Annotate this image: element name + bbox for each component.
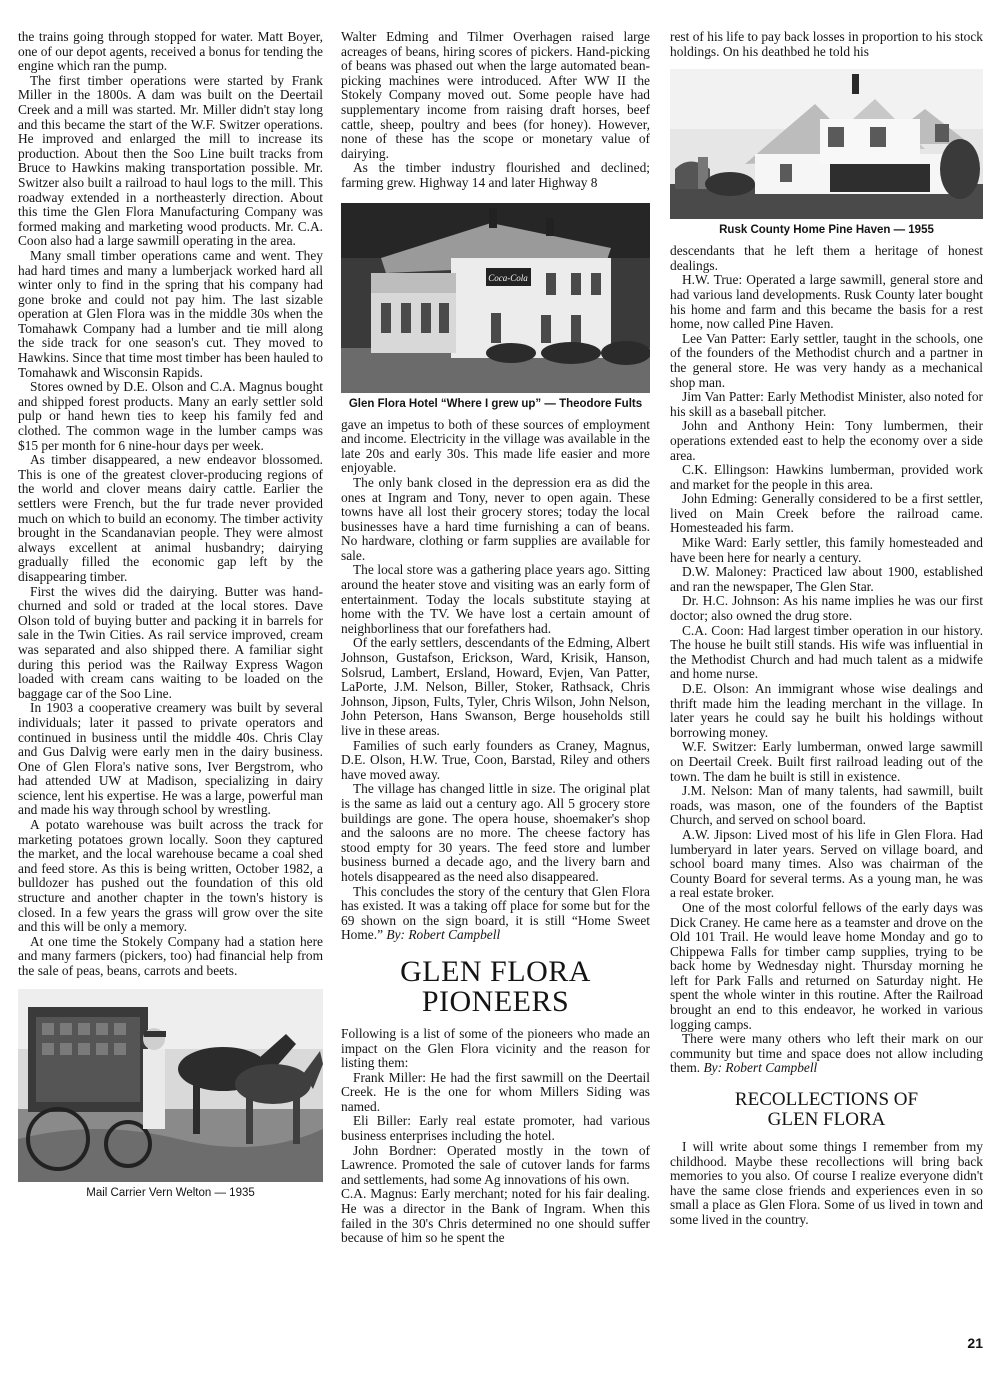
paragraph: As timber disappeared, a new endeavor blossomed. This is one of the greatest clover-producing regions of the world and clover means dairy cattle. Earlier the settlers were French, but the fur trade never provided much on which to build an economy. The timber activity brought in the Scandanavian people. They were almost always excellent at animal husbandry; dairying gradually filled the economic gap left by the disappearing timber. (18, 452, 323, 584)
byline: By: Robert Campbell (703, 1060, 818, 1076)
paragraph: A.W. Jipson: Lived most of his life in Glen Flora. Had lumberyard in later years. Served on village board, and school board many times. Also was chairman of the County Board for several terms. As a young man, he was a real estate broker. (670, 826, 983, 901)
paragraph: Dr. H.C. Johnson: As his name implies he was our first doctor; also owned the drug store. (670, 593, 983, 624)
heading-line: PIONEERS (421, 984, 570, 1018)
paragraph: Following is a list of some of the pioneers who made an impact on the Glen Flora vicinity and the reason for listing them: (341, 1025, 650, 1071)
paragraph (670, 1032, 983, 1076)
paragraph: C.K. Ellingson: Hawkins lumberman, provided work and market for the people in this area. (670, 462, 983, 492)
paragraph: Frank Miller: He had the first sawmill on the Deertail Creek. He is the one for whom Millers Siding was named. (341, 1069, 650, 1114)
paragraph: Stores owned by D.E. Olson and C.A. Magnus bought and shipped forest products. Many an early settler sold pulp or hand hewn ties to keep his family fed and clothed. The common wage in the lumber camps was $15 per month for 6 nine-hour days per week. (18, 379, 323, 453)
closing-text: This concludes the story of the century that Glen Flora has existed. It was a taking off place for some but for the 69 shown on the sign board, it is still “Home Sweet Home.” (341, 883, 650, 943)
paragraph: rest of his life to pay back losses in proportion to his stock holdings. On his deathbed he told his (670, 29, 983, 59)
paragraph: Walter Edming and Tilmer Overhagen raised large acreages of beans, hiring scores of pickers. Hand-picking of beans was phased out when the large automated bean-picking machines were introduced. After WW II the Stokely Company moved out. Some people have had supplementary income from raising draft horses, beef cattle, sheep, poultry and bees (for honey). However, none of these has the scope or monetary value of dairying. (341, 29, 650, 161)
paragraph: descendants that he left them a heritage of honest dealings. (670, 243, 983, 273)
column-1 (18, 30, 323, 1207)
paragraph: John Edming: Generally considered to be a first settler, lived on Main Creek before the railroad came. Homesteaded his farm. (670, 491, 983, 536)
heading-line: GLEN FLORA (767, 1109, 886, 1131)
paragraph: Lee Van Patter: Early settler, taught in the schools, one of the founders of the Methodist church and a partner in the general store. He was very handy as a mechanical shop man. (670, 330, 983, 390)
paragraph: Jim Van Patter: Early Methodist Minister, also noted for his skill as a baseball pitcher. (670, 389, 983, 419)
hotel-photo (341, 203, 650, 393)
mail-carrier-photo (18, 989, 323, 1182)
paragraph: C.A. Coon: Had largest timber operation in our history. The house he built still stands. His wife was influential in the Methodist Church and had much talent as a midwife and home nurse. (670, 622, 983, 682)
paragraph: Families of such early founders as Craney, Magnus, D.E. Olson, H.W. True, Coon, Barstad, Riley and others have moved away. (341, 737, 650, 782)
paragraph: Eli Biller: Early real estate promoter, had various business enterprises including the hotel. (341, 1113, 650, 1144)
paragraph: The village has changed little in size. The original plat is the same as laid out a century ago. All 5 grocery store buildings are gone. The opera house, shoemaker's shop and the saloons are no more. The cheese factory has stood empty for 30 years. The feed store and lumber business burned a decade ago, and the livery barn and hotels disappeared as the need also disappeared. (341, 781, 650, 884)
column-3 (670, 30, 983, 1228)
paragraph: D.W. Maloney: Practiced law about 1900, established and ran the newspaper, The Glen Star. (670, 564, 983, 594)
paragraph: John Bordner: Operated mostly in the town of Lawrence. Promoted the sale of cutover lands for farms and settlements, had some Ag innovations of his own. (341, 1142, 650, 1187)
paragraph: H.W. True: Operated a large sawmill, general store and had various land developments. Rusk County later bought his home and farm and this became the basis for a rest home, now called Pine Haven. (670, 272, 983, 332)
paragraph: First the wives did the dairying. Butter was hand-churned and sold or traded at the local stores. Dave Olson told of buying butter and packing it in barrels for sale in the Twin Cities. As rail service improved, cream was separated and also shipped there. A familiar sight during this period was the Railway Express Wagon loaded with cream cans waiting to be loaded on the baggage car of the Soo Line. (18, 583, 323, 701)
photo-caption: Mail Carrier Vern Welton — 1935 (86, 1186, 255, 1199)
paragraph: J.M. Nelson: Man of many talents, had sawmill, built roads, was mason, one of the founders of the Baptist Church, and served on school board. (670, 783, 983, 828)
section-heading (341, 954, 650, 1018)
page-number: 21 (967, 1335, 983, 1351)
paragraph: A potato warehouse was built across the track for marketing potatoes grown locally. Soon they captured the market, and the local warehouse became a coal shed and feed store. As this is being written, October 1982, a bulldozer has pushed out the foundation of this old structure and another chapter in the town's history is closed. In a few years the grass will grow over the site and this will be only a memory. (18, 817, 323, 935)
paragraph: I will write about some things I remember from my childhood. Maybe these recollections will bring back memories to you also. Of course I realize everyone didn't have the same close friends and experiences even in so small a place as Glen Flora. Some of us lived in town and some lived in the country. (670, 1139, 983, 1227)
paragraph: D.E. Olson: An immigrant whose wise dealings and thrift made him the leading merchant in the village. In later years he could say he built his holdings without borrowing money. (670, 681, 983, 740)
column-2 (341, 30, 650, 1246)
paragraph: Mike Ward: Early settler, this family homesteaded and have been here for nearly a century. (670, 535, 983, 565)
paragraph: the trains going through stopped for water. Matt Boyer, one of our depot agents, received a bonus for tending the engine which ran the pump. (18, 29, 323, 74)
paragraph: The only bank closed in the depression era as did the ones at Ingram and Tony, never to open again. These towns have all lost their grocery stores; today the local businesses have a hard time furnishing a can of beans. No hardware, clothing or farm supplies are available for sale. (341, 474, 650, 563)
paragraph: As the timber industry flourished and declined; farming grew. Highway 14 and later Highway 8 (341, 160, 650, 190)
heading-line: RECOLLECTIONS OF (734, 1089, 919, 1111)
paragraph: John and Anthony Hein: Tony lumbermen, their operations extended east to help the economy over a side area. (670, 418, 983, 463)
paragraph: W.F. Switzer: Early lumberman, onwed large sawmill on Deertail Creek. Built first railroad leading out of the town. The dam he built is still in existence. (670, 739, 983, 784)
sign-text: Coca-Cola (488, 272, 528, 283)
paragraph: C.A. Magnus: Early merchant; noted for his fair dealing. He was a director in the Bank of Ingram. When this failed in the 30's Chris determined no one should suffer because of him so he spent the (341, 1186, 650, 1246)
photo-caption: Rusk County Home Pine Haven — 1955 (719, 224, 934, 237)
paragraph: The first timber operations were started by Frank Miller in the 1800s. A dam was built on the Deertail Creek and a mill was started. Mr. Miller didn't stay long and this became the start of the W.F. Switzer operations. He improved and enlarged the mill to increase its production. About then the Soo Line built tracks from Bruce to Hawkins making transportation possible. Mr. Switzer also built a railroad to haul logs to the mill. This roadway extended in a northeasterly direction. About this time the Glen Flora Manufacturing Company was formed making and marketing wood products. Mr. C.A. Coon also had a large sawmill operating in the area. (18, 72, 323, 249)
paragraph: At one time the Stokely Company had a station here and many farmers (pickers, too) had financial help from the sale of peas, beans, carrots and beets. (18, 933, 323, 978)
paragraph: One of the most colorful fellows of the early days was Dick Craney. He came here as a teamster and drove on the Old 101 Trail. He would leave home Monday and go to Chippewa Falls for timber camp supplies, trying to be back home by Wednesday night. Thursday morning he left for Park Falls and returned on Saturday night. He spent the whole winter in this routine. After the Railroad brought an end to this endeavor, he worked in various logging camps. (670, 899, 983, 1032)
paragraph (341, 885, 650, 943)
byline: By: Robert Campbell (386, 927, 501, 943)
paragraph: Many small timber operations came and went. They had hard times and many a lumberjack worked hard all winter only to find in the spring that his company had gone broke and could not pay him. The last sizable operation at Glen Flora was in the middle 30s when the Tomahawk Company had a lumber and tie mill along the side track for one season's cut. They moved to Hawkins. Since that time most timber has been hauled to Tomahawk and Wisconsin Rapids. (18, 247, 323, 380)
section-heading (670, 1090, 983, 1130)
heading-line: GLEN FLORA (400, 954, 591, 988)
paragraph: In 1903 a cooperative creamery was built by several individuals; later it passed to private operators and continued in business until the middle 40s. Chris Clay and Gus Dalvig were early men in the dairy business. One of Glen Flora's native sons, Iver Bergstrom, who had attended UW at Madison, specializing in dairy science, lent his expertise. He was a large, powerful man and made his way through school by wrestling. (18, 700, 323, 818)
photo-caption: Glen Flora Hotel “Where I grew up” — Theodore Fults (348, 397, 643, 410)
paragraph: The local store was a gathering place years ago. Sitting around the heater stove and visiting was an early form of entertainment. Today the locals substitute staying at home with the TV. We have lost a certain amount of neighborliness that our forefathers had. (341, 562, 650, 636)
closing-text: There were many others who left their mark on our community but time and space does not allow including them. (670, 1031, 983, 1076)
pine-haven-photo (670, 69, 983, 219)
paragraph: Of the early settlers, descendants of the Edming, Albert Johnson, Gustafson, Erickson, Ward, Krisik, Hanson, Solsrud, Lambert, Ersland, Howard, Evjen, Van Patter, LaPorte, J.M. Nelson, Biller, Stoker, Rathsack, Chris Johnson, Jipson, Fults, Tyler, Chris Wilson, John Nelson, John Peterson, Hans Swanson, Berge households still live in these areas. (341, 635, 650, 738)
paragraph: gave an impetus to both of these sources of employment and income. Electricity in the village was available in the late 20s and early 30s. This made life easier and more enjoyable. (341, 416, 650, 476)
